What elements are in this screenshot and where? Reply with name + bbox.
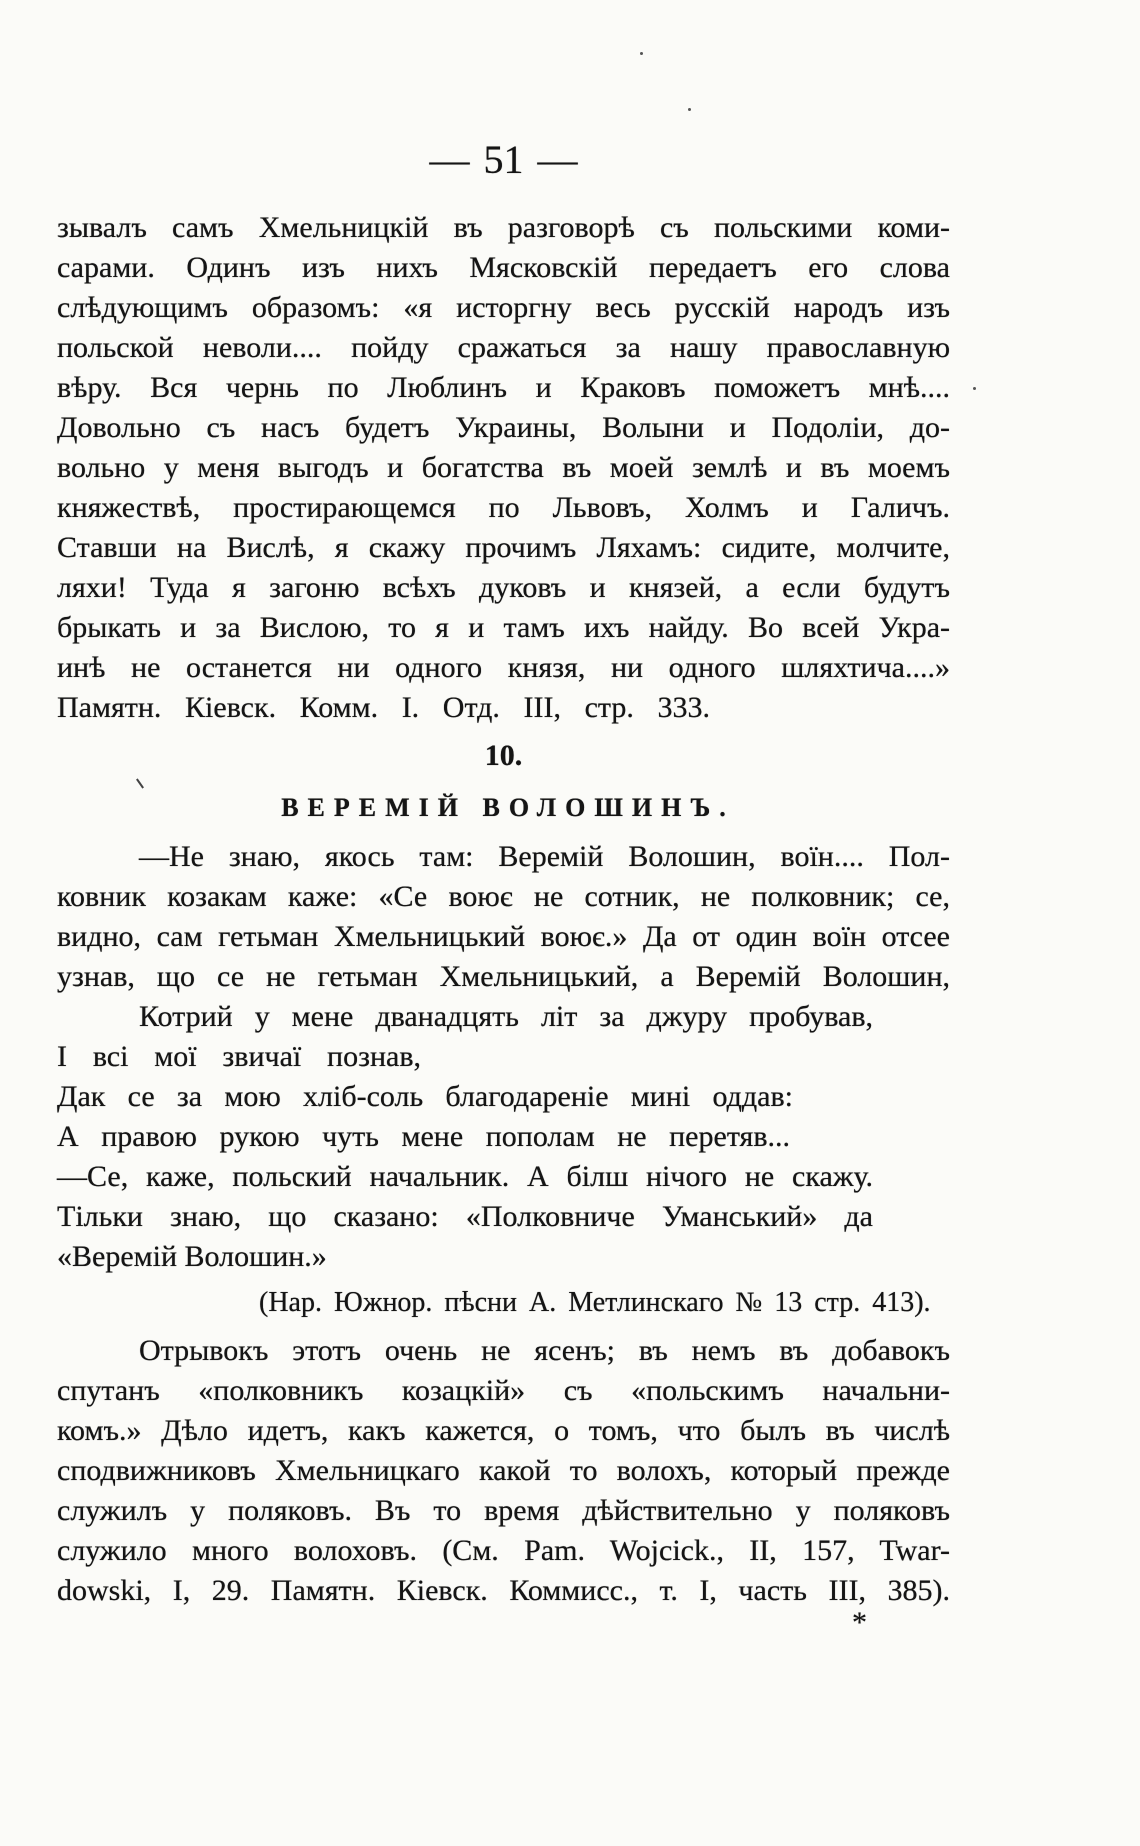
scan-speck bbox=[973, 387, 976, 390]
section-title: ВЕРЕМІЙ ВОЛОШИНЪ. bbox=[281, 793, 735, 822]
text-line: ковник козакам каже: «Се воює не сотник, не полковник; се, bbox=[57, 880, 950, 913]
text-line: служилъ у поляковъ. Въ то время дѣйствительно у поляковъ bbox=[57, 1494, 950, 1527]
text-line: служило много волоховъ. (См. Pam. Wojcick., II, 157, Twar- bbox=[57, 1534, 950, 1567]
signature-mark: * bbox=[852, 1606, 867, 1639]
scan-speck bbox=[640, 52, 643, 55]
verse-line: Дак се за мою хліб-соль благодареніе мині оддав: bbox=[57, 1080, 793, 1113]
text-line: сподвижниковъ Хмельницкаго какой то волохъ, который прежде bbox=[57, 1454, 950, 1487]
text-line: видно, сам гетьман Хмельницький воює.» Да от один воїн отсее bbox=[57, 920, 950, 953]
scan-speck bbox=[688, 108, 691, 111]
verse-line: І всі мої звичаї познав, bbox=[57, 1040, 421, 1073]
text-line: брыкать и за Вислою, то я и тамъ ихъ найду. Во всей Укра- bbox=[57, 611, 950, 644]
text-line: инѣ не останется ни одного князя, ни одного шляхтича....» bbox=[57, 651, 950, 684]
citation: (Нар. Южнор. пѣсни А. Метлинскаго № 13 стр. 413). bbox=[259, 1287, 931, 1318]
verse-line: Котрий у мене дванадцять літ за джуру пробував, bbox=[139, 1000, 873, 1033]
text-line: Отрывокъ этотъ очень не ясенъ; въ немъ въ добавокъ bbox=[139, 1334, 950, 1367]
source-reference-line: Памятн. Кіевск. Комм. I. Отд. III, стр. 333. bbox=[57, 691, 710, 724]
paragraph-continued bbox=[57, 208, 950, 728]
text-line: спутанъ «полковникъ козацкій» съ «польскимъ начальни- bbox=[57, 1374, 950, 1407]
text-line: dowski, I, 29. Памятн. Кіевск. Коммисс., т. I, часть III, 385). bbox=[57, 1574, 950, 1607]
text-line: княжествѣ, простирающемся по Львовъ, Холмъ и Галичъ. bbox=[57, 491, 950, 524]
text-line: зывалъ самъ Хмельницкій въ разговорѣ съ польскими коми- bbox=[57, 211, 950, 244]
section-number: 10. bbox=[484, 739, 523, 772]
text-line: слѣдующимъ образомъ: «я исторгну весь русскій народъ изъ bbox=[57, 291, 950, 324]
text-line: вѣру. Вся чернь по Люблинъ и Краковъ поможетъ мнѣ.... bbox=[57, 371, 950, 404]
text-line: вольно у меня выгодъ и богатства въ моей землѣ и въ моемъ bbox=[57, 451, 950, 484]
paragraph bbox=[57, 1331, 950, 1611]
text-line: польской неволи.... пойду сражаться за нашу православную bbox=[57, 331, 950, 364]
text-line: сарами. Одинъ изъ нихъ Мясковскій передаетъ его слова bbox=[57, 251, 950, 284]
verse-line: «Веремій Волошин.» bbox=[57, 1240, 327, 1273]
page-number: — 51 — bbox=[429, 137, 578, 182]
text-line: узнав, що се не гетьман Хмельницький, а Веремій Волошин, bbox=[57, 960, 950, 993]
song-excerpt bbox=[57, 837, 950, 1277]
text-line: комъ.» Дѣло идетъ, какъ кажется, о томъ, что былъ въ числѣ bbox=[57, 1414, 950, 1447]
verse-line: А правою рукою чуть мене пополам не перетяв... bbox=[57, 1120, 790, 1153]
verse-line: Тільки знаю, що сказано: «Полковниче Уманський» да bbox=[57, 1200, 873, 1233]
verse-line: —Се, каже, польский начальник. А білш нічого не скажу. bbox=[57, 1160, 873, 1193]
text-line: ляхи! Туда я загоню всѣхъ дуковъ и князей, а если будутъ bbox=[57, 571, 950, 604]
text-line: Ставши на Вислѣ, я скажу прочимъ Ляхамъ: сидите, молчите, bbox=[57, 531, 950, 564]
text-line: Довольно съ насъ будетъ Украины, Волыни и Подоліи, до- bbox=[57, 411, 950, 444]
text-line: —Не знаю, якось там: Веремій Волошин, воїн.... Пол- bbox=[139, 840, 950, 873]
